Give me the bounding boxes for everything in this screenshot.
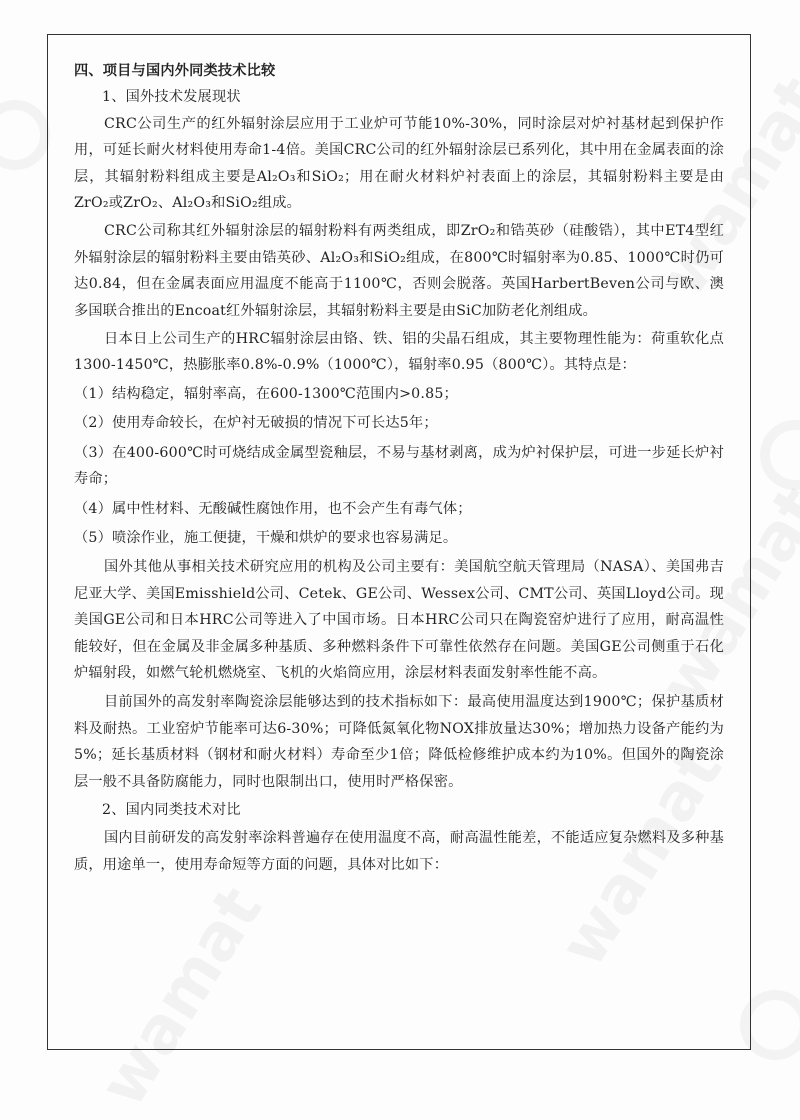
list-item: （3）在400-600℃时可烧结成金属型瓷釉层，不易与基材剥离，成为炉衬保护层，可进一步延长炉衬寿命； <box>74 444 724 488</box>
watermark-logo-icon <box>760 420 800 490</box>
watermark-logo-icon <box>0 100 50 170</box>
paragraph: CRC公司称其红外辐射涂层的辐射粉料有两类组成，即ZrO₂和锆英砂（硅酸锆），其中ET4型红外辐射涂层的辐射粉料主要由锆英砂、Al₂O₃和SiO₂组成，在800℃时辐射率为0.85、1000℃时仍可达0.84，但在金属表面应用温度不能高于1100℃，否则会脱落。英国HarbertBeven公司与欧、澳多国联合推出的Encoat红外辐射涂层，其辐射粉料主要是由SiC加防老化剂组成。 <box>74 223 724 319</box>
subsection-heading-foreign: 1、国外技术发展现状 <box>102 89 241 106</box>
paragraph: 国外其他从事相关技术研究应用的机构及公司主要有：美国航空航天管理局（NASA）、美国弗吉尼亚大学、美国Emisshield公司、Cetek、GE公司、Wessex公司、CMT公司、英国Lloyd公司。现美国GE公司和日本HRC公司等进入了中国市场。日本HRC公司只在陶瓷窑炉进行了应用，耐高温性能较好，但在金属及非金属多种基质、多种燃料条件下可靠性依然存在问题。美国GE公司侧重于石化炉辐射段，如燃气轮机燃烧室、飞机的火焰筒应用，涂层材料表面发射率性能不高。 <box>74 559 724 681</box>
paragraph: 目前国外的高发射率陶瓷涂层能够达到的技术指标如下：最高使用温度达到1900℃；保护基质材料及耐热。工业窑炉节能率可达6-30%；可降低氮氧化物NOX排放量达30%；增加热力设备产能约为5%；延长基质材料（钢材和耐火材料）寿命至少1倍；降低检修维护成本约为10%。但国外的陶瓷涂层一般不具备防腐能力，同时也限制出口，使用时严格保密。 <box>74 694 724 790</box>
section-heading: 四、项目与国内外同类技术比较 <box>74 63 276 79</box>
list-item: （4）属中性材料、无酸碱性腐蚀作用，也不会产生有毒气体； <box>74 500 472 517</box>
list-item: （5）喷涂作业，施工便捷，干燥和烘炉的要求也容易满足。 <box>74 529 458 546</box>
list-item: （2）使用寿命较长，在炉衬无破损的情况下可长达5年； <box>74 415 438 432</box>
paragraph: CRC公司生产的红外辐射涂层应用于工业炉可节能10%-30%，同时涂层对炉衬基材起到保护作用，可延长耐火材料使用寿命1-4倍。美国CRC公司的红外辐射涂层已系列化，其中用在金属表面的涂层，其辐射粉料组成主要是Al₂O₃和SiO₂；用在耐火材料炉衬表面上的涂层，其辐射粉料主要是由ZrO₂或ZrO₂、Al₂O₃和SiO₂组成。 <box>74 115 724 212</box>
paragraph: 国内目前研发的高发射率涂料普遍存在使用温度不高，耐高温性能差，不能适应复杂燃料及多种基质，用途单一，使用寿命短等方面的问题，具体对比如下： <box>74 830 724 873</box>
document-body <box>74 58 724 878</box>
paragraph: 日本日上公司生产的HRC辐射涂层由铬、铁、铝的尖晶石组成，其主要物理性能为：荷重软化点1300-1450℃，热膨胀率0.8%-0.9%（1000℃），辐射率0.95（800℃）。其特点是： <box>74 331 724 374</box>
list-item: （1）结构稳定，辐射率高，在600-1300℃范围内>0.85； <box>74 385 458 402</box>
subsection-heading-domestic: 2、国内同类技术对比 <box>102 801 241 818</box>
